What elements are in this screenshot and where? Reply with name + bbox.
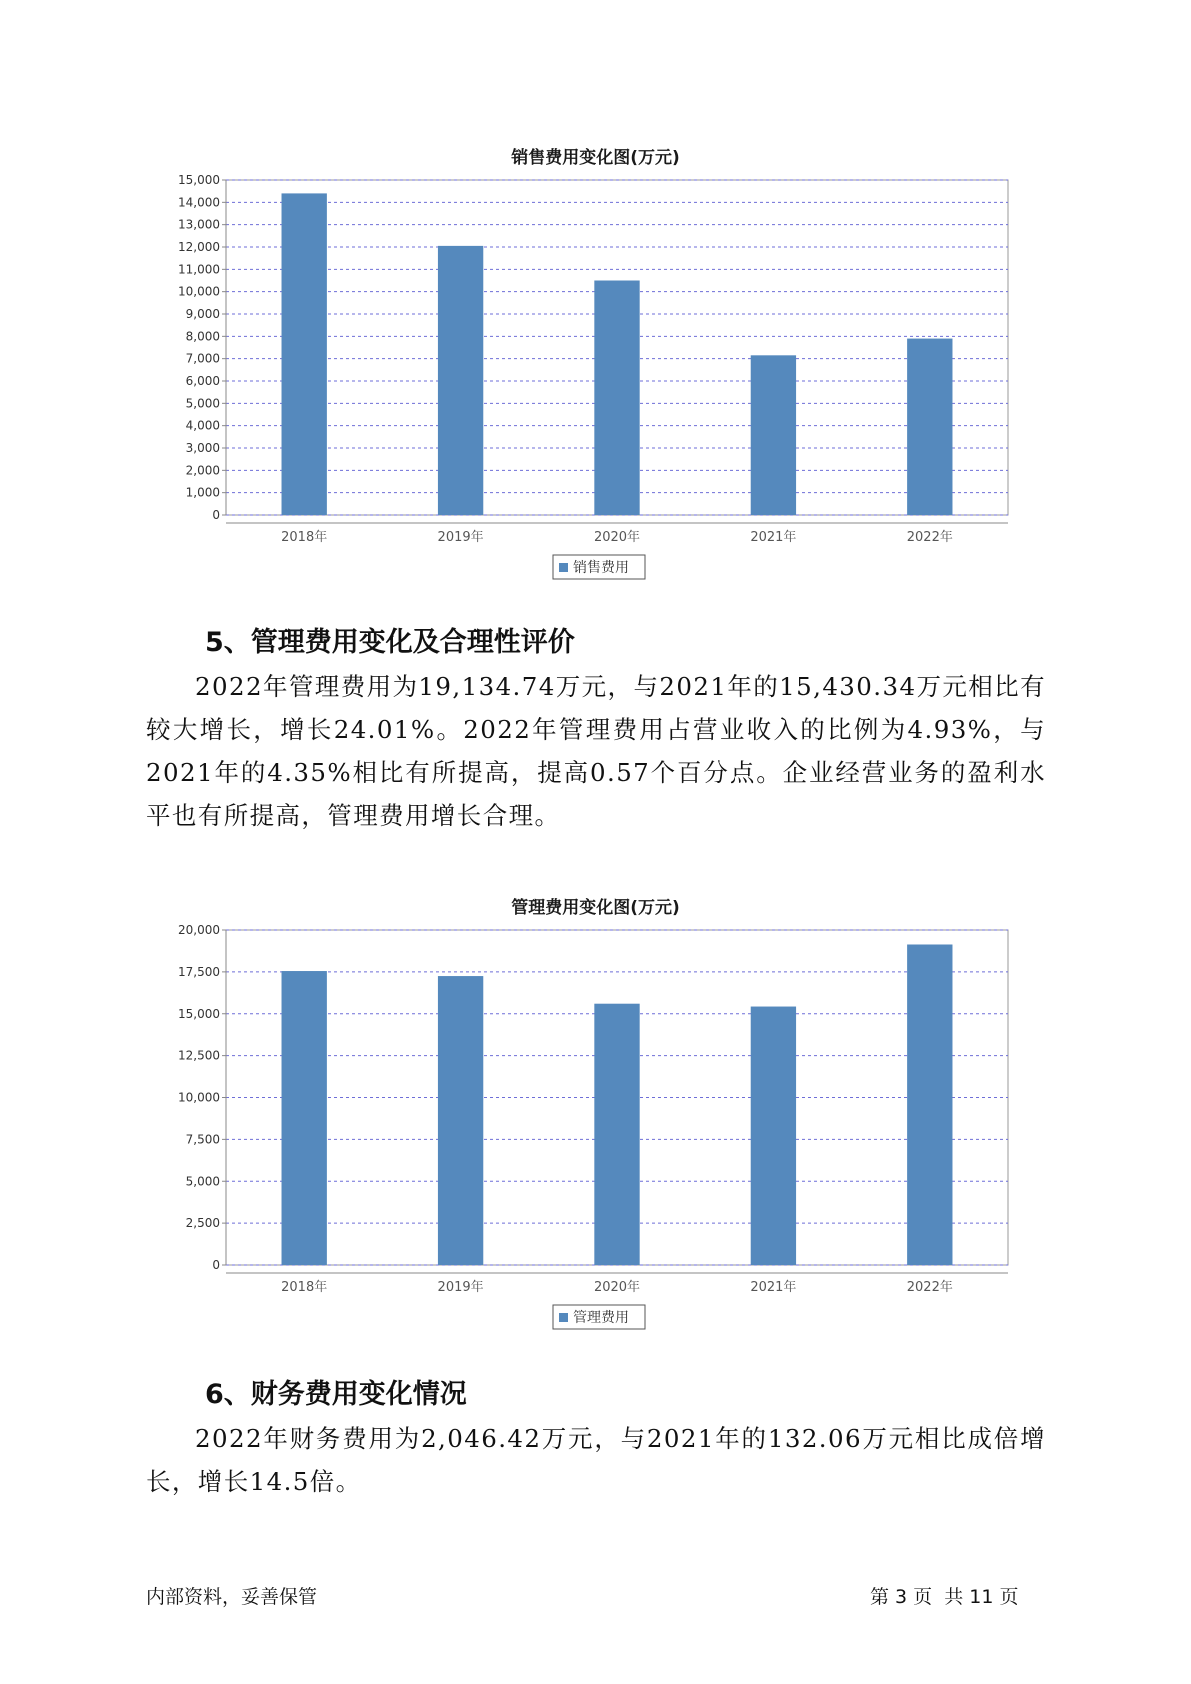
y-tick-label: 8,000 bbox=[185, 329, 220, 344]
y-tick-label: 0 bbox=[212, 1258, 220, 1272]
x-tick-label: 2022年 bbox=[906, 1280, 953, 1295]
y-tick-label: 20,000 bbox=[178, 923, 220, 937]
bar bbox=[282, 193, 327, 515]
y-tick-label: 17,500 bbox=[178, 964, 220, 979]
legend-swatch bbox=[559, 563, 568, 572]
y-tick-label: 14,000 bbox=[178, 195, 220, 210]
legend-label: 销售费用 bbox=[573, 560, 629, 576]
bar bbox=[438, 246, 483, 515]
y-tick-label: 7,500 bbox=[185, 1132, 220, 1147]
y-tick-label: 3,000 bbox=[185, 441, 220, 455]
y-tick-label: 12,000 bbox=[178, 240, 220, 254]
y-tick-label: 15,000 bbox=[178, 173, 220, 187]
bar bbox=[594, 281, 639, 516]
section-paragraph: 2022年管理费用为19,134.74万元，与2021年的15,430.34万元相比有较大增长，增长24.01%。2022年管理费用占营业收入的比例为4.93%，与2021年的4.35%相比有所提高，提高0.57个百分点。企业经营业务的盈利水平也有所提高，管理费用增长合理。 bbox=[146, 672, 1046, 830]
footer-confidential-note: 内部资料，妥善保管 bbox=[146, 1586, 318, 1608]
x-tick-label: 2021年 bbox=[750, 1280, 797, 1295]
x-tick-label: 2021年 bbox=[750, 530, 797, 545]
y-tick-label: 12,500 bbox=[178, 1048, 220, 1063]
bar bbox=[282, 971, 327, 1265]
legend-swatch bbox=[559, 1313, 568, 1322]
bar bbox=[907, 944, 952, 1265]
x-tick-label: 2019年 bbox=[437, 1280, 484, 1295]
bar bbox=[438, 976, 483, 1265]
bar bbox=[751, 1007, 796, 1265]
y-tick-label: 13,000 bbox=[178, 217, 220, 232]
x-tick-label: 2018年 bbox=[281, 530, 328, 545]
bar bbox=[594, 1004, 639, 1265]
x-tick-label: 2019年 bbox=[437, 530, 484, 545]
x-tick-label: 2022年 bbox=[906, 530, 953, 545]
admin-expense-bar-chart bbox=[0, 900, 1191, 1340]
y-tick-label: 4,000 bbox=[185, 418, 220, 433]
section-heading: 5、管理费用变化及合理性评价 bbox=[205, 627, 575, 658]
x-tick-label: 2020年 bbox=[593, 1280, 641, 1295]
y-tick-label: 10,000 bbox=[178, 1090, 220, 1105]
section-heading: 6、财务费用变化情况 bbox=[205, 1379, 467, 1410]
x-tick-label: 2020年 bbox=[593, 530, 641, 545]
x-tick-label: 2018年 bbox=[281, 1280, 328, 1295]
chart-title: 管理费用变化图(万元) bbox=[511, 898, 680, 918]
footer-page-number: 第 3 页 共 11 页 bbox=[870, 1586, 1019, 1608]
y-tick-label: 15,000 bbox=[178, 1006, 220, 1021]
y-tick-label: 2,500 bbox=[185, 1216, 220, 1231]
legend-label: 管理费用 bbox=[573, 1310, 629, 1326]
y-tick-label: 11,000 bbox=[178, 262, 220, 277]
y-tick-label: 0 bbox=[212, 508, 220, 522]
bar bbox=[907, 339, 952, 515]
chart-title: 销售费用变化图(万元) bbox=[511, 148, 680, 168]
y-tick-label: 5,000 bbox=[185, 396, 220, 411]
y-tick-label: 6,000 bbox=[185, 374, 220, 388]
y-tick-label: 1,000 bbox=[185, 485, 220, 500]
bar bbox=[751, 355, 796, 515]
sales-expense-bar-chart bbox=[0, 150, 1191, 590]
y-tick-label: 10,000 bbox=[178, 284, 220, 299]
y-tick-label: 7,000 bbox=[185, 351, 220, 366]
y-tick-label: 5,000 bbox=[185, 1174, 220, 1189]
section-paragraph: 2022年财务费用为2,046.42万元，与2021年的132.06万元相比成倍增长，增长14.5倍。 bbox=[146, 1424, 1046, 1496]
y-tick-label: 9,000 bbox=[185, 307, 220, 321]
y-tick-label: 2,000 bbox=[185, 463, 220, 478]
